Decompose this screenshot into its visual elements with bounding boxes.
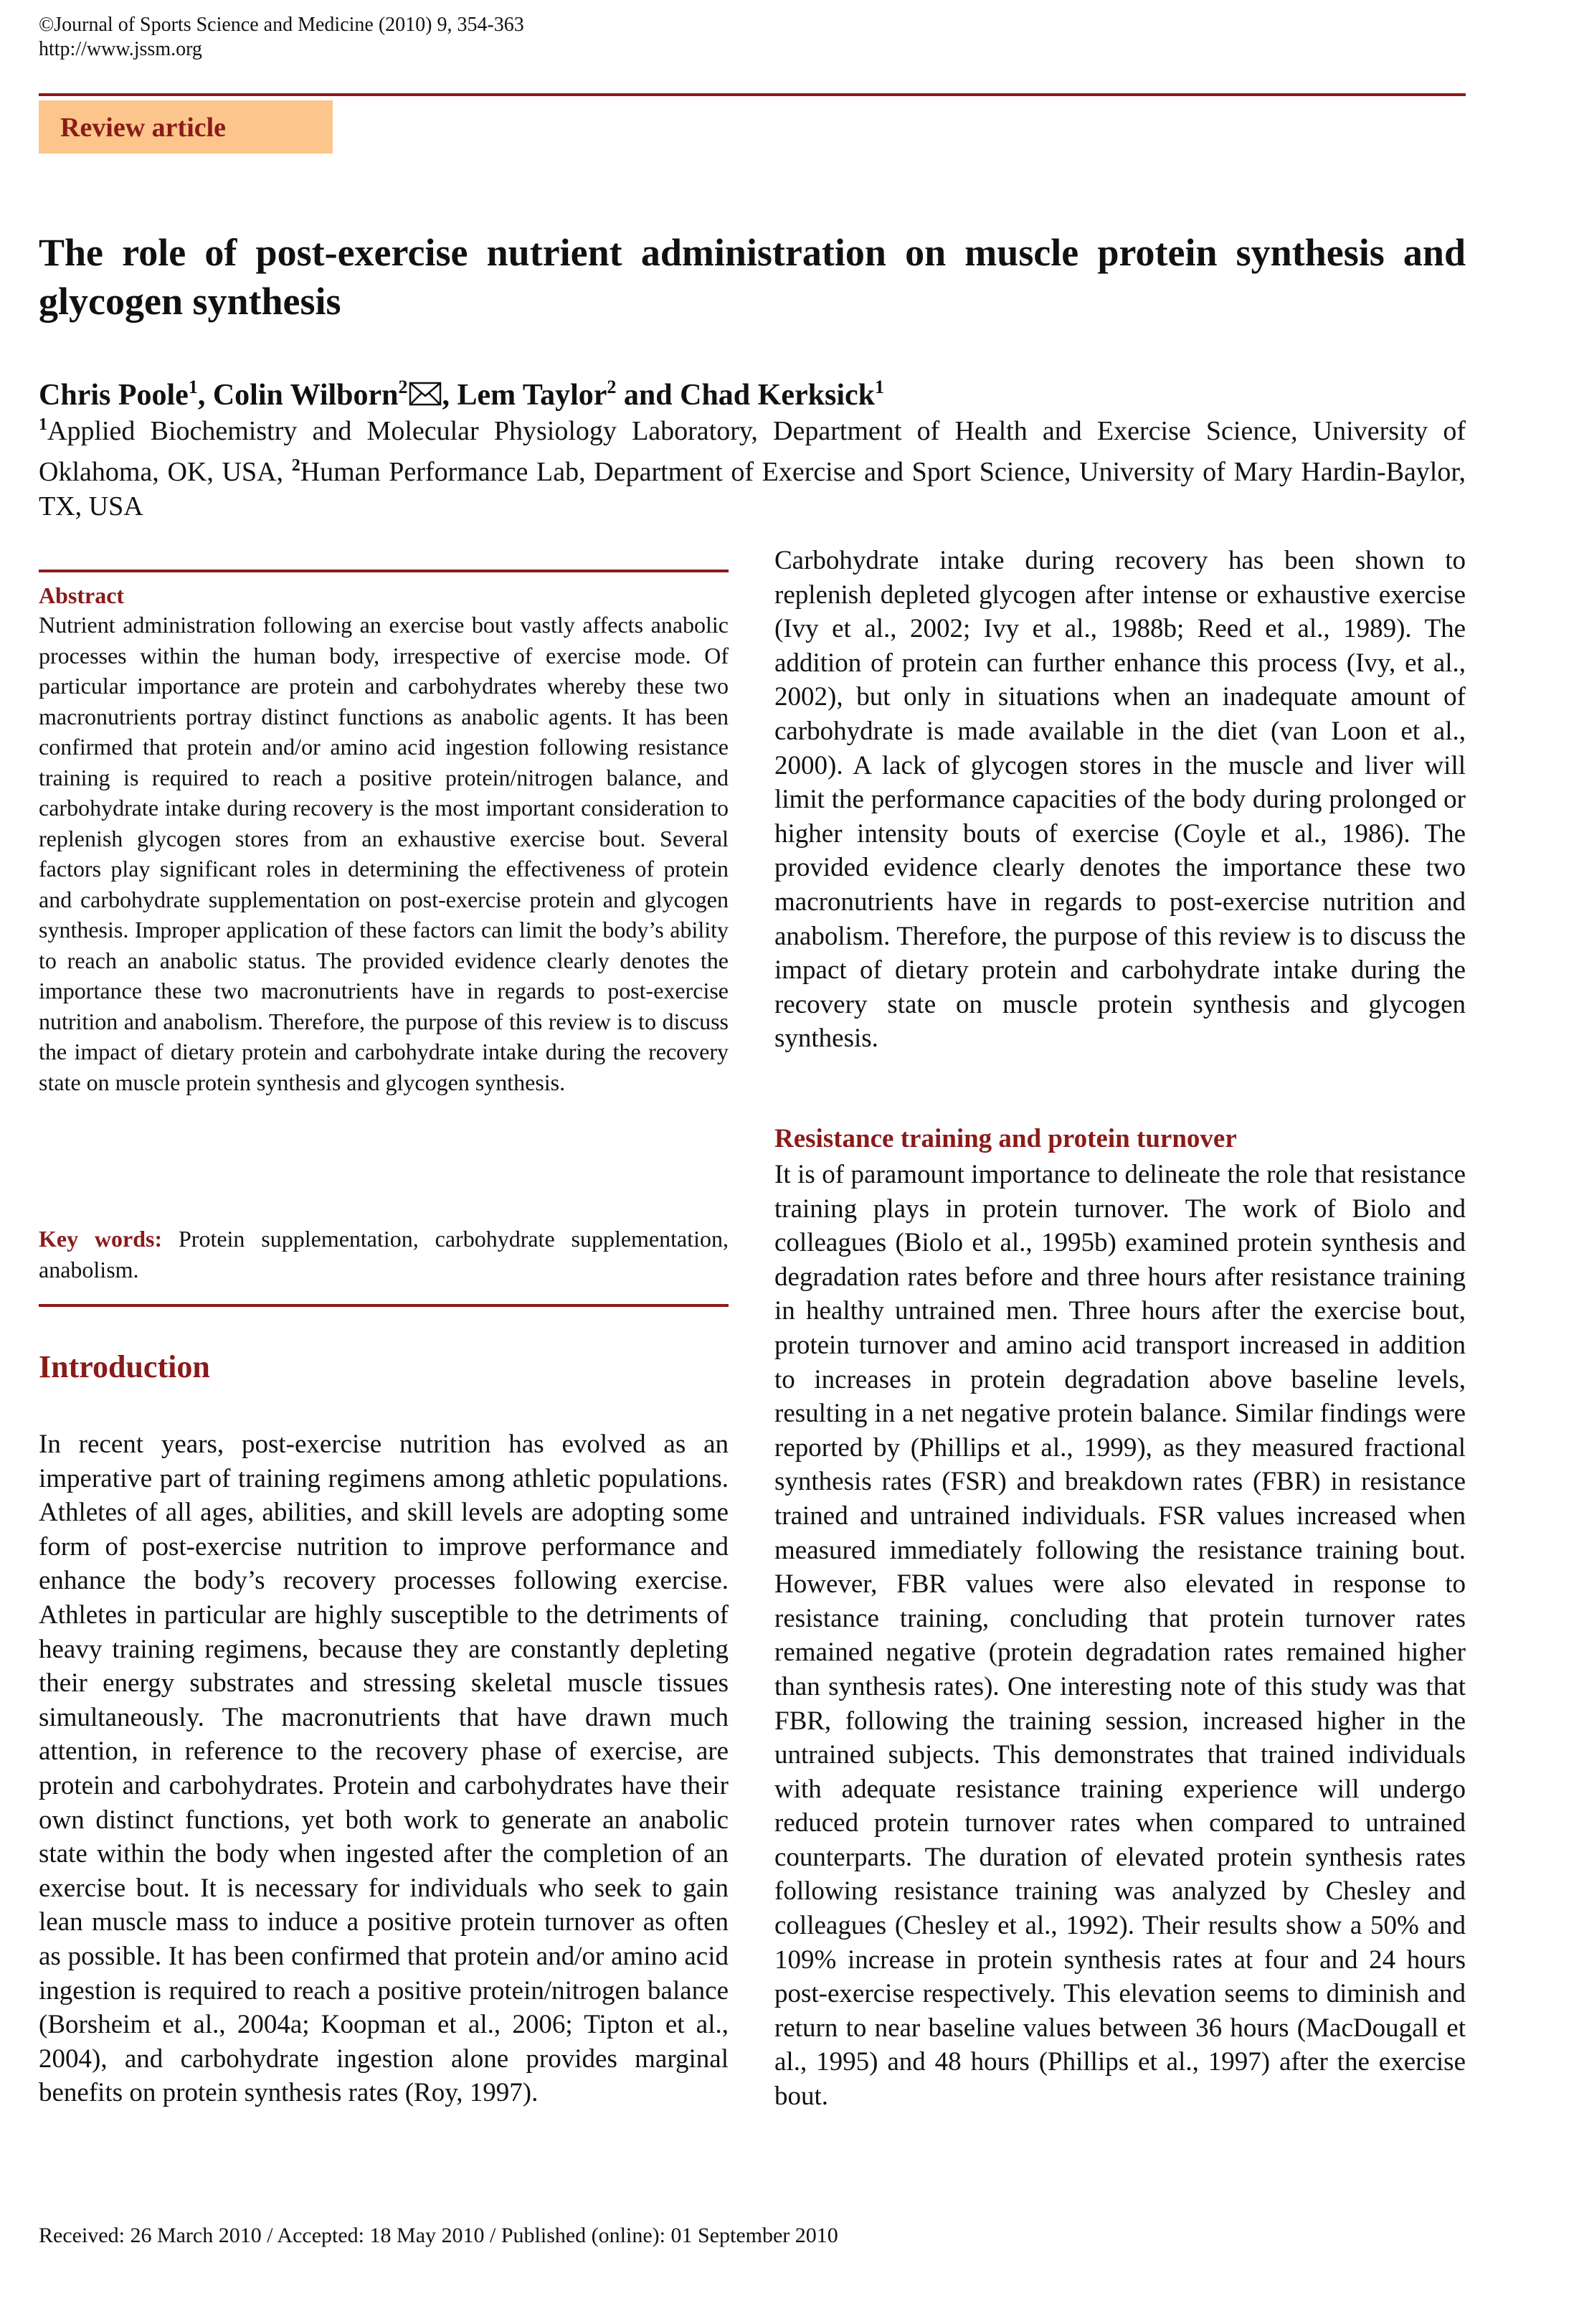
article-type-badge [39, 100, 333, 153]
section-heading: Resistance training and protein turnover [774, 1124, 1237, 1153]
journal-citation: ©Journal of Sports Science and Medicine (2010) 9, 354-363 [39, 14, 524, 36]
introduction-heading: Introduction [39, 1349, 210, 1384]
author-superscript: 1 [874, 377, 884, 397]
abstract-top-divider [39, 570, 729, 572]
author-name: Colin Wilborn [212, 379, 399, 412]
journal-url[interactable]: http://www.jssm.org [39, 38, 202, 60]
author-superscript: 2 [398, 377, 408, 397]
abstract-text: Nutrient administration following an exercise bout vastly affects anabolic processes within the human body, irrespective of exercise mode. Of particular importance are protein and carbohydrates whereby these two macronutrients portray distinct functions as anabolic agents. It has been confirmed that protein and/or amino acid ingestion following resistance training is required to reach a positive protein/nitrogen balance, and carbohydrate intake during recovery is the most important consideration to replenish glycogen stores from an exhaustive exercise bout. Several factors play significant roles in determining the effectiveness of protein and carbohydrate supplementation on post-exercise protein and glycogen synthesis. Improper application of these factors can limit the body’s ability to reach an anabolic status. The provided evidence clearly denotes the importance these two macronutrients have in regards to post-exercise nutrition and anabolism. Therefore, the purpose of this review is to discuss the impact of dietary protein and carbohydrate intake during the recovery state on muscle protein synthesis and glycogen synthesis. [39, 612, 729, 1095]
author-name: Chad Kerksick [680, 379, 875, 412]
abstract-heading: Abstract [39, 582, 125, 608]
author-separator: , [197, 379, 213, 412]
affiliation-superscript: 2 [291, 456, 300, 475]
article-title: The role of post-exercise nutrient administration on muscle protein synthesis and glycogen synthesis [39, 231, 1466, 323]
author-separator: , [442, 379, 457, 412]
right-column-paragraph: It is of paramount importance to delineate the role that resistance training plays in protein turnover. The work of Biolo and colleagues (Biolo et al., 1995b) examined protein synthesis and degradation rates before and three hours after resistance training in healthy untrained men. Three hours after the exercise bout, protein turnover and amino acid transport increased in addition to increases in protein degradation above baseline levels, resulting in a net negative protein balance. Similar findings were reported by (Phillips et al., 1999), as they measured fractional synthesis rates (FSR) and breakdown rates (FBR) in resistance trained and untrained individuals. FSR values increased when measured immediately following the resistance training bout. However, FBR values were also elevated in response to resistance training, concluding that protein turnover rates remained negative (protein degradation rates remained higher than synthesis rates). One interesting note of this study was that FBR, following the training session, increased higher in the untrained subjects. This demonstrates that trained individuals with adequate resistance training experience will undergo reduced protein turnover rates when compared to untrained counterparts. The duration of elevated protein synthesis rates following resistance training was analyzed by Chesley and colleagues (Chesley et al., 1992). Their results show a 50% and 109% increase in protein synthesis rates at four and 24 hours post-exercise respectively. This elevation seems to diminish and return to near baseline values between 36 hours (MacDougall et al., 1995) and 48 hours (Phillips et al., 1997) after the exercise bout. [774, 1160, 1466, 2112]
publication-dates: Received: 26 March 2010 / Accepted: 18 May 2010 / Published (online): 01 September 2010 [39, 2224, 838, 2247]
journal-header [39, 13, 524, 62]
author-name: Chris Poole [39, 379, 189, 412]
article-type-label: Review article [60, 113, 227, 143]
keywords-text: Protein supplementation, carbohydrate supplementation, anabolism. [39, 1226, 729, 1283]
author-separator: and [616, 379, 681, 412]
affiliations [39, 407, 1466, 524]
right-column-paragraph: Carbohydrate intake during recovery has been shown to replenish depleted glycogen after intense or exhaustive exercise (Ivy et al., 2002; Ivy et al., 1988b; Reed et al., 1989). The addition of protein can further enhance this process (Ivy, et al., 2002), but only in situations when an inadequate amount of carbohydrate is made available in the diet (van Loon et al., 2000). A lack of glycogen stores in the muscle and liver will limit the performance capacities of the body during prolonged or higher intensity bouts of exercise (Coyle et al., 1986). The provided evidence clearly denotes the importance these two macronutrients have in regards to post-exercise nutrition and anabolism. Therefore, the purpose of this review is to discuss the impact of dietary protein and carbohydrate intake during the recovery state on muscle protein synthesis and glycogen synthesis. [774, 546, 1466, 1054]
affiliation-text: Applied Biochemistry and Molecular Physiology Laboratory, Department of Health and Exercise Science, University of Oklahoma, OK, USA, [39, 416, 1466, 487]
introduction-text: In recent years, post-exercise nutrition has evolved as an imperative part of training regimens among athletic populations. Athletes of all ages, abilities, and skill levels are adopting some form of post-exercise nutrition to improve performance and enhance the body’s recovery processes following exercise. Athletes in particular are highly susceptible to the detriments of heavy training regimens, because they are constantly depleting their energy substrates and stressing skeletal muscle tissues simultaneously. The macronutrients that have drawn much attention, in reference to the recovery phase of exercise, are protein and carbohydrates. Protein and carbohydrates have their own distinct functions, yet both work to generate an anabolic state within the body when ingested after the completion of an exercise bout. It is necessary for individuals who seek to gain lean muscle mass to induce a positive protein turnover as often as possible. It has been confirmed that protein and/or amino acid ingestion is required to reach a positive protein/nitrogen balance (Borsheim et al., 2004a; Koopman et al., 2006; Tipton et al., 2004), and carbohydrate ingestion alone provides marginal benefits on protein synthesis rates (Roy, 1997). [39, 1430, 729, 2108]
keywords-label: Key words: [39, 1226, 163, 1252]
author-name: Lem Taylor [457, 379, 607, 412]
author-superscript: 2 [607, 377, 617, 397]
author-superscript: 1 [188, 377, 198, 397]
top-divider [39, 93, 1466, 96]
affiliation-text: Human Performance Lab, Department of Exercise and Sport Science, University of Mary Hardin-Baylor, TX, USA [39, 457, 1466, 521]
keywords-bottom-divider [39, 1304, 729, 1307]
envelope-icon[interactable] [408, 380, 442, 407]
affiliation-superscript: 1 [39, 415, 47, 434]
keywords [39, 1224, 729, 1285]
